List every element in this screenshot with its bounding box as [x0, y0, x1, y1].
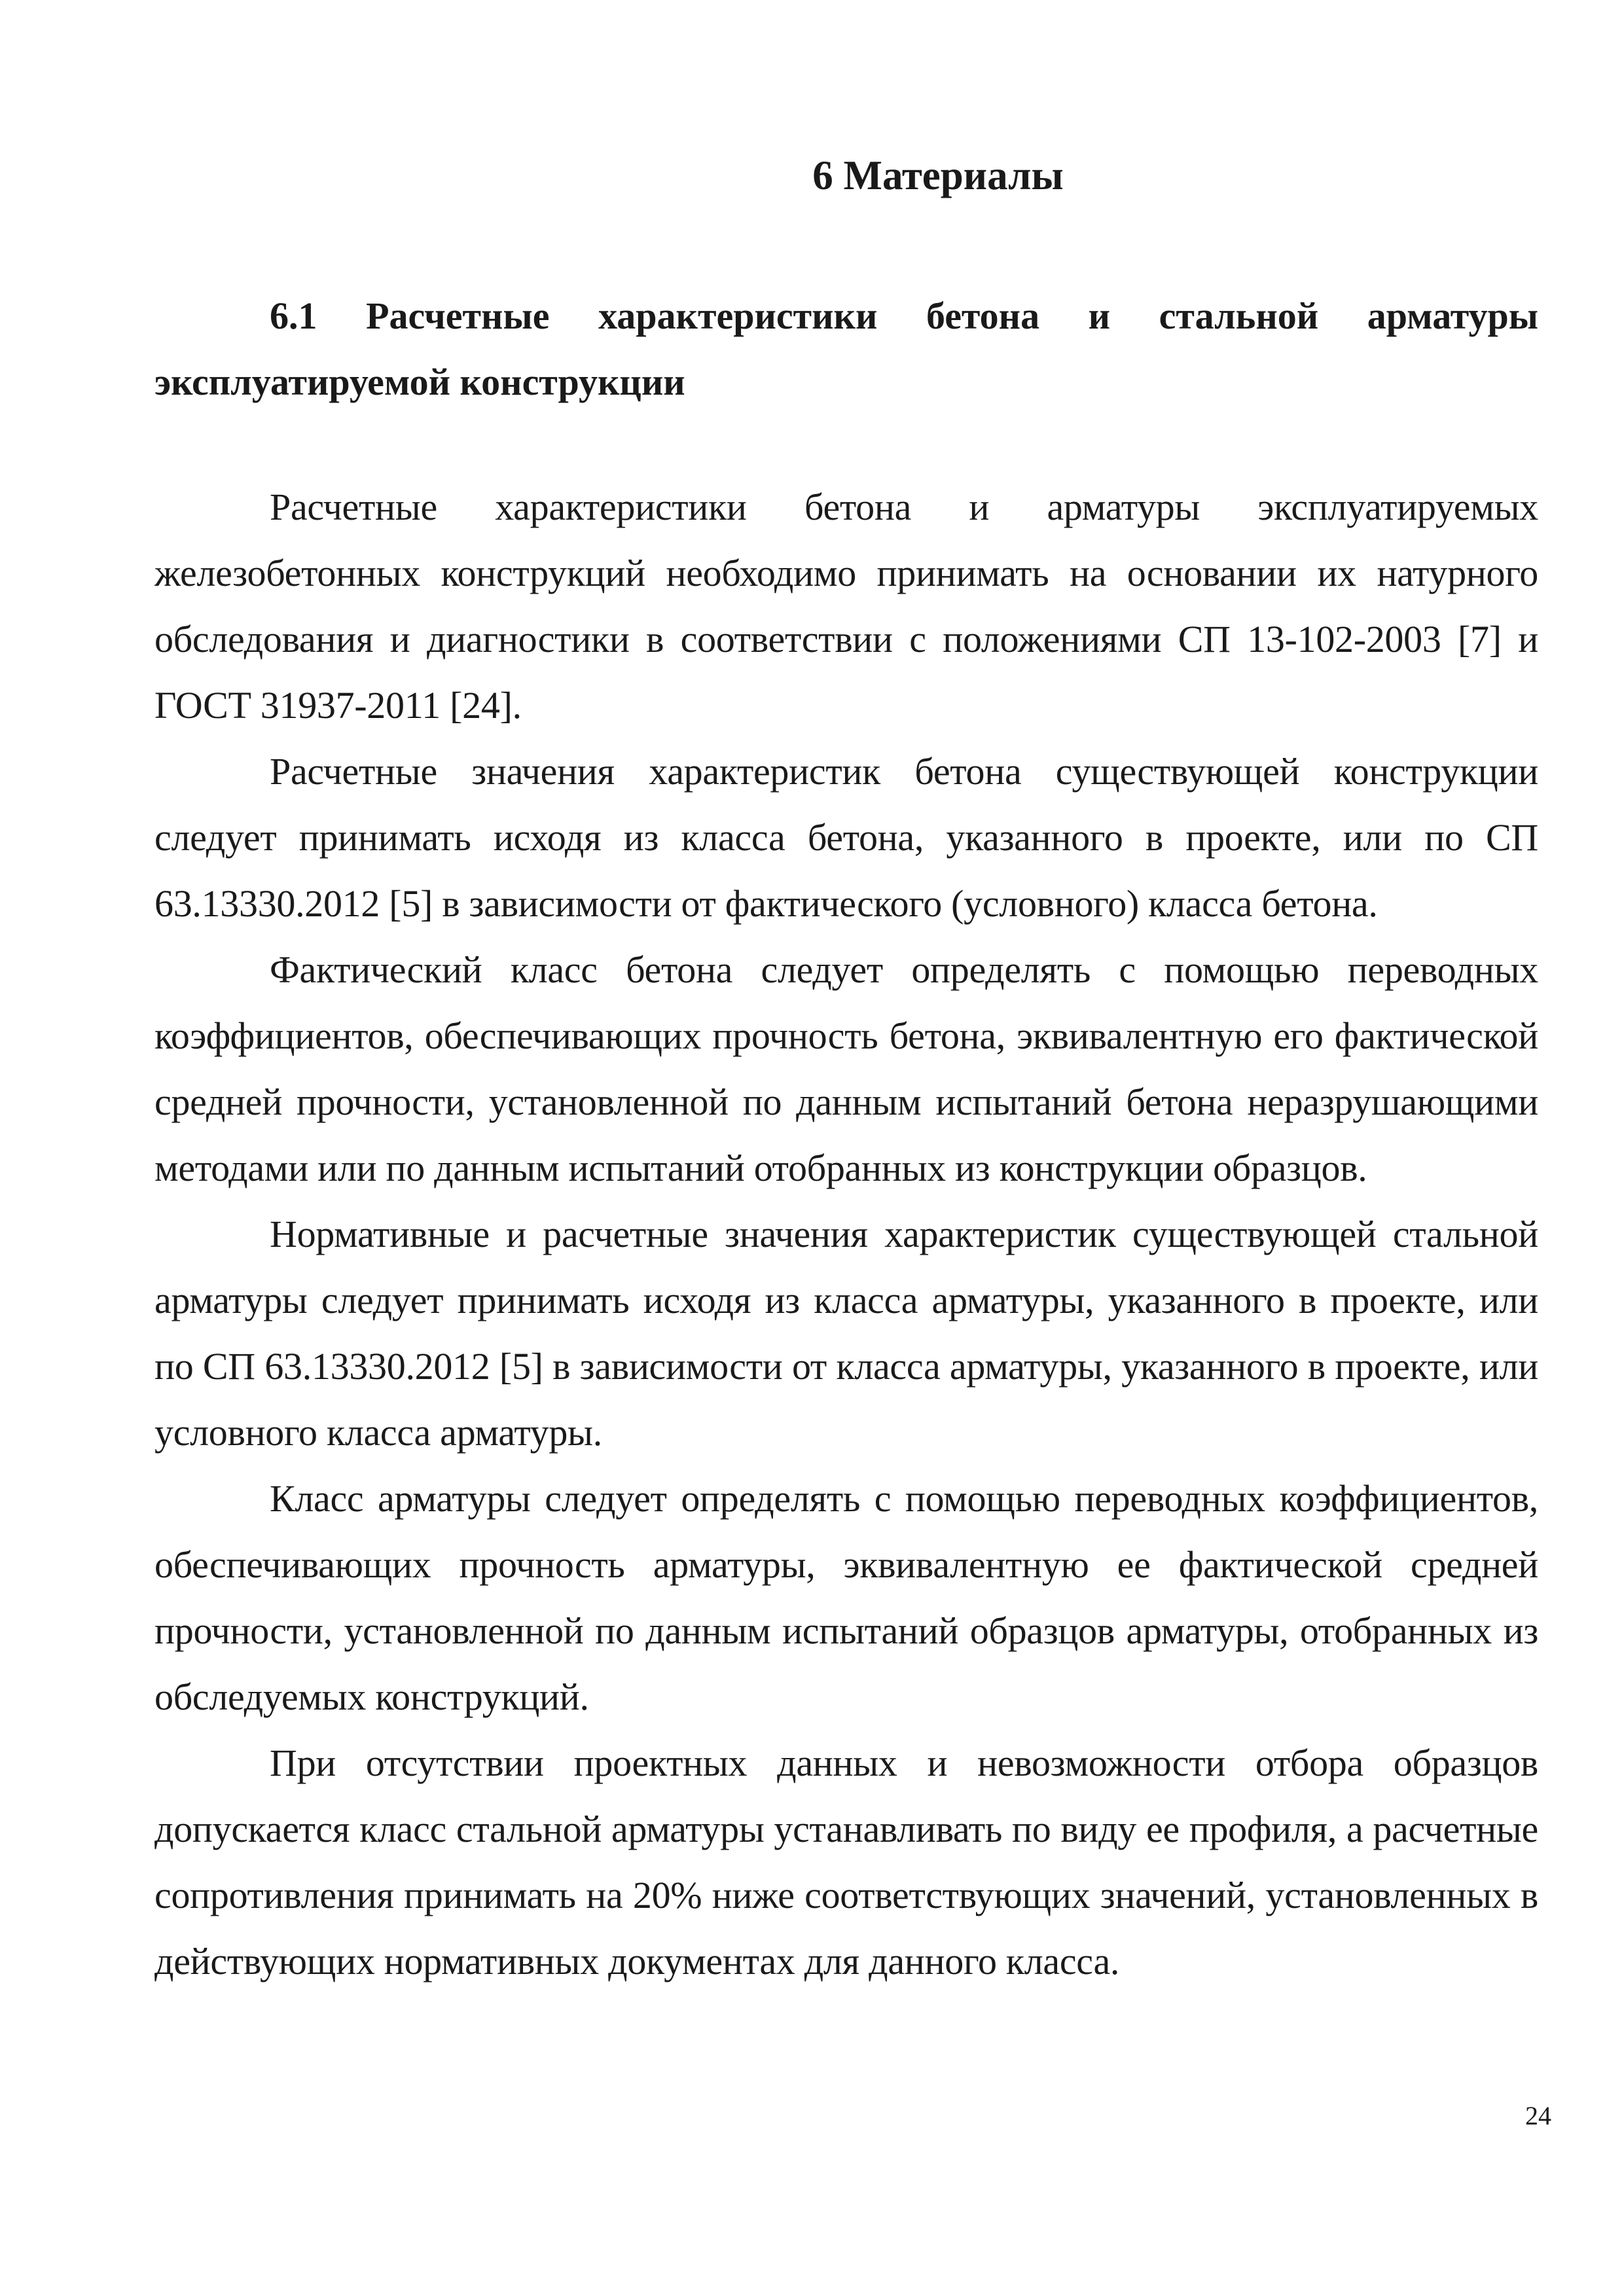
paragraph: При отсутствии проектных данных и невозможности отбора образцов допускается класс стальной арматуры устанавливать по виду ее профиля, а расчетные сопротивления принимать на 20% ниже соответствующих значений, установленных в действующих нормативных документах для данного класса. — [154, 1742, 1538, 1982]
paragraph: Расчетные значения характеристик бетона существующей конструкции следует принимать исходя из класса бетона, указанного в проекте, или по СП 63.13330.2012 [5] в зависимости от фактического (условного) класса бетона. — [154, 750, 1538, 925]
chapter-title: 6 Материалы — [812, 152, 1064, 198]
section-title: 6.1 Расчетные характеристики бетона и стальной арматуры эксплуатируемой конструкции — [154, 295, 1538, 403]
paragraph: Нормативные и расчетные значения характеристик существующей стальной арматуры следует принимать исходя из класса арматуры, указанного в проекте, или по СП 63.13330.2012 [5] в зависимости от класса арматуры, указанного в проекте, или условного класса арматуры. — [154, 1213, 1538, 1454]
paragraph: Расчетные характеристики бетона и арматуры эксплуатируемых железобетонных конструкций необходимо принимать на основании их натурного обследования и диагностики в соответствии с положениями СП 13-102-2003 [7] и ГОСТ 31937-2011 [24]. — [154, 486, 1538, 726]
paragraph: Фактический класс бетона следует определять с помощью переводных коэффициентов, обеспечивающих прочность бетона, эквивалентную его фактической средней прочности, установленной по данным испытаний бетона неразрушающими методами или по данным испытаний отобранных из конструкции образцов. — [154, 948, 1538, 1189]
paragraph: Класс арматуры следует определять с помощью переводных коэффициентов, обеспечивающих прочность арматуры, эквивалентную ее фактической средней прочности, установленной по данным испытаний образцов арматуры, отобранных из обследуемых конструкций. — [154, 1477, 1538, 1718]
body-text — [154, 474, 1538, 1994]
page-number: 24 — [1525, 2101, 1551, 2130]
